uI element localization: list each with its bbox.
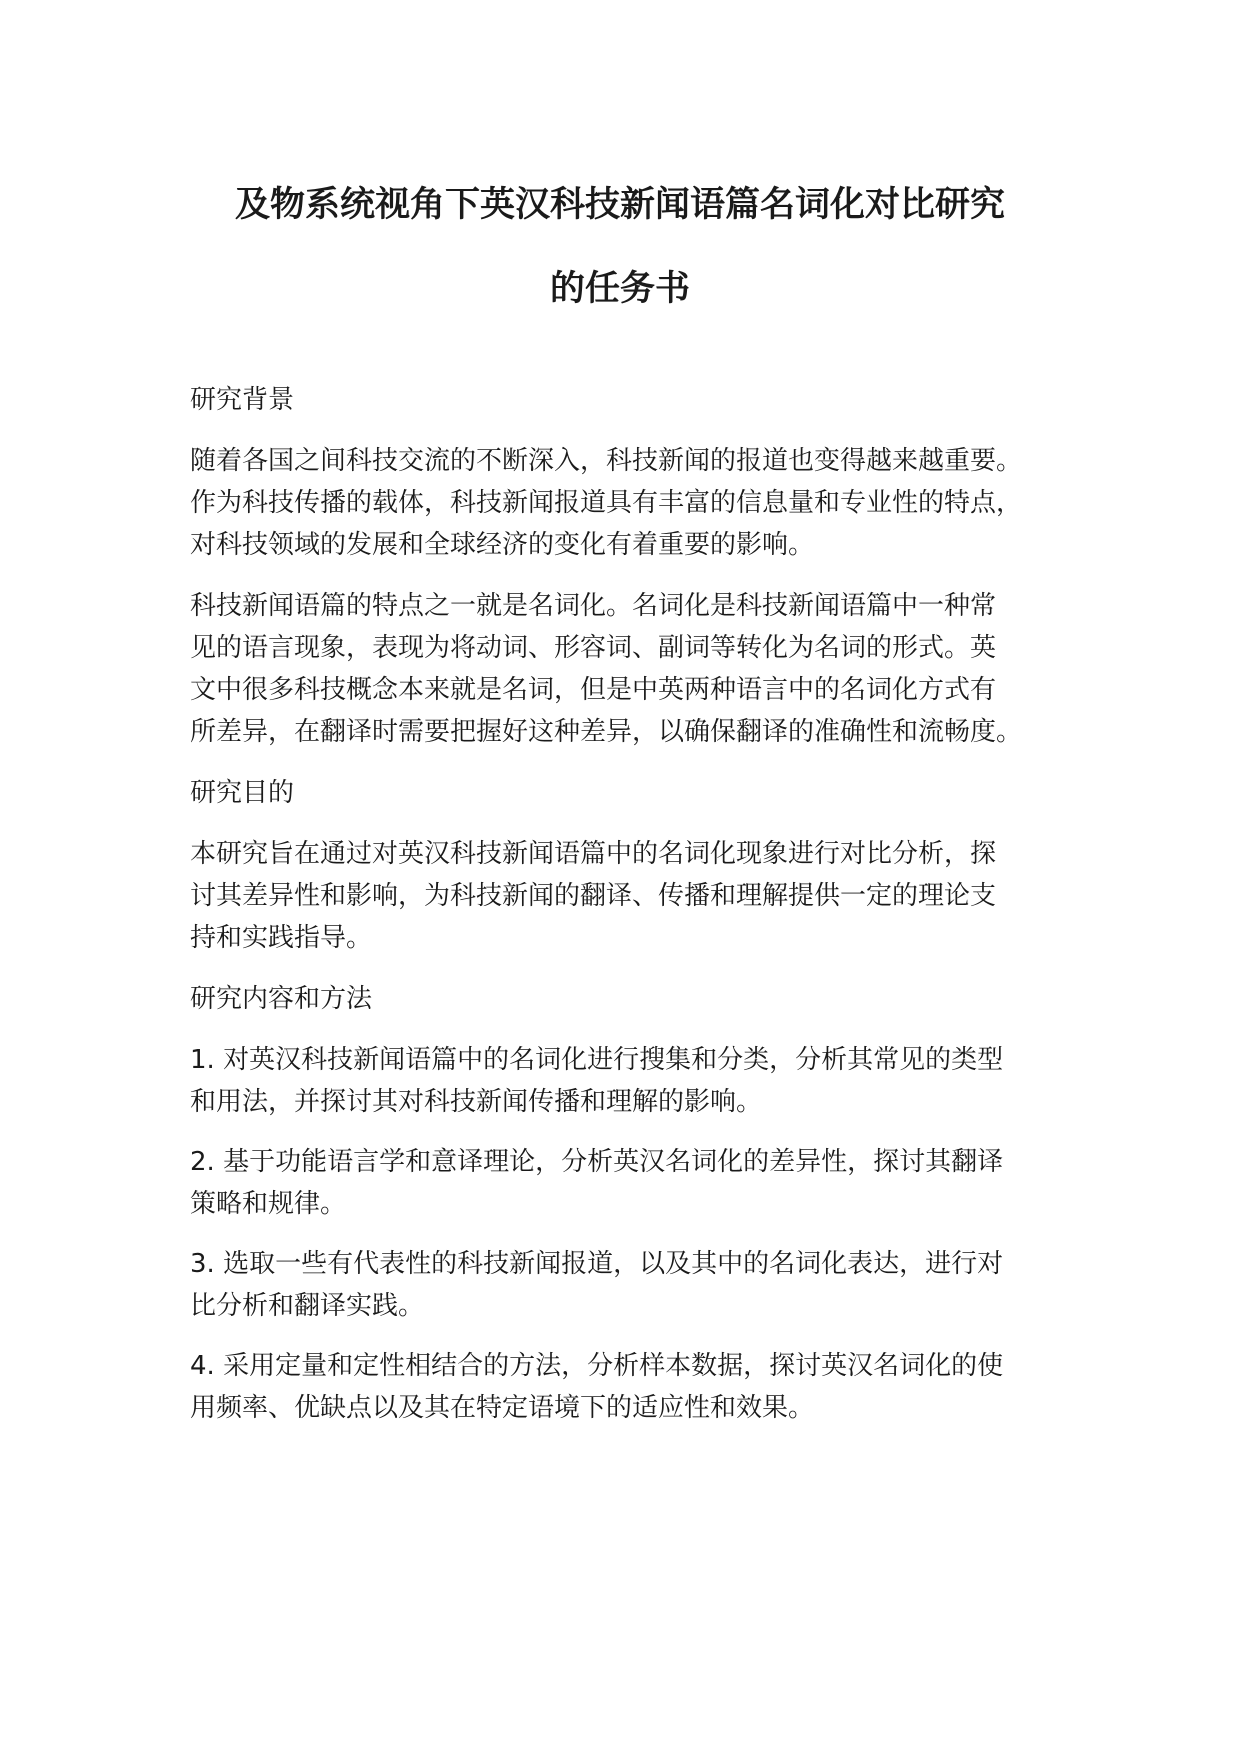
paragraph-line: 持和实践指导。	[190, 923, 373, 953]
list-item	[190, 1141, 1090, 1225]
paragraph-line: 和用法，并探讨其对科技新闻传播和理解的影响。	[190, 1087, 763, 1117]
paragraph-line: 见的语言现象，表现为将动词、形容词、副词等转化为名词的形式。英	[190, 633, 997, 663]
paragraph-line: 3. 选取一些有代表性的科技新闻报道，以及其中的名词化表达，进行对	[190, 1249, 1004, 1279]
paragraph-line: 对科技领域的发展和全球经济的变化有着重要的影响。	[190, 530, 815, 560]
paragraph	[190, 833, 1090, 959]
list-item	[190, 1243, 1090, 1327]
document-title-line-2: 的任务书	[549, 269, 690, 309]
document-title-line-1: 及物系统视角下英汉科技新闻语篇名词化对比研究	[234, 185, 1005, 225]
section-heading-text: 研究背景	[190, 385, 295, 415]
list-item	[190, 1345, 1090, 1429]
paragraph-line: 随着各国之间科技交流的不断深入，科技新闻的报道也变得越来越重要。	[190, 446, 1023, 476]
list-item	[190, 1039, 1090, 1123]
paragraph-line: 用频率、优缺点以及其在特定语境下的适应性和效果。	[190, 1393, 815, 1423]
paragraph-line: 策略和规律。	[190, 1189, 347, 1219]
section-heading-content-methods	[190, 978, 1090, 1020]
paragraph	[190, 585, 1090, 753]
paragraph-line: 4. 采用定量和定性相结合的方法，分析样本数据，探讨英汉名词化的使	[190, 1351, 1004, 1381]
section-heading-text: 研究内容和方法	[190, 984, 373, 1014]
paragraph-line: 1. 对英汉科技新闻语篇中的名词化进行搜集和分类，分析其常见的类型	[190, 1045, 1004, 1075]
section-heading-text: 研究目的	[190, 778, 295, 808]
section-heading-purpose	[190, 772, 1090, 814]
paragraph-line: 科技新闻语篇的特点之一就是名词化。名词化是科技新闻语篇中一种常	[190, 591, 997, 621]
paragraph-line: 本研究旨在通过对英汉科技新闻语篇中的名词化现象进行对比分析，探	[190, 839, 997, 869]
paragraph-line: 比分析和翻译实践。	[190, 1291, 425, 1321]
document-body	[190, 379, 1090, 1447]
paragraph-line: 作为科技传播的载体，科技新闻报道具有丰富的信息量和专业性的特点，	[190, 488, 1023, 518]
paragraph-line: 所差异，在翻译时需要把握好这种差异，以确保翻译的准确性和流畅度。	[190, 717, 1023, 747]
paragraph-line: 文中很多科技概念本来就是名词，但是中英两种语言中的名词化方式有	[190, 675, 997, 705]
paragraph-line: 讨其差异性和影响，为科技新闻的翻译、传播和理解提供一定的理论支	[190, 881, 997, 911]
paragraph-line: 2. 基于功能语言学和意译理论，分析英汉名词化的差异性，探讨其翻译	[190, 1147, 1004, 1177]
paragraph	[190, 440, 1090, 566]
section-heading-background	[190, 379, 1090, 421]
